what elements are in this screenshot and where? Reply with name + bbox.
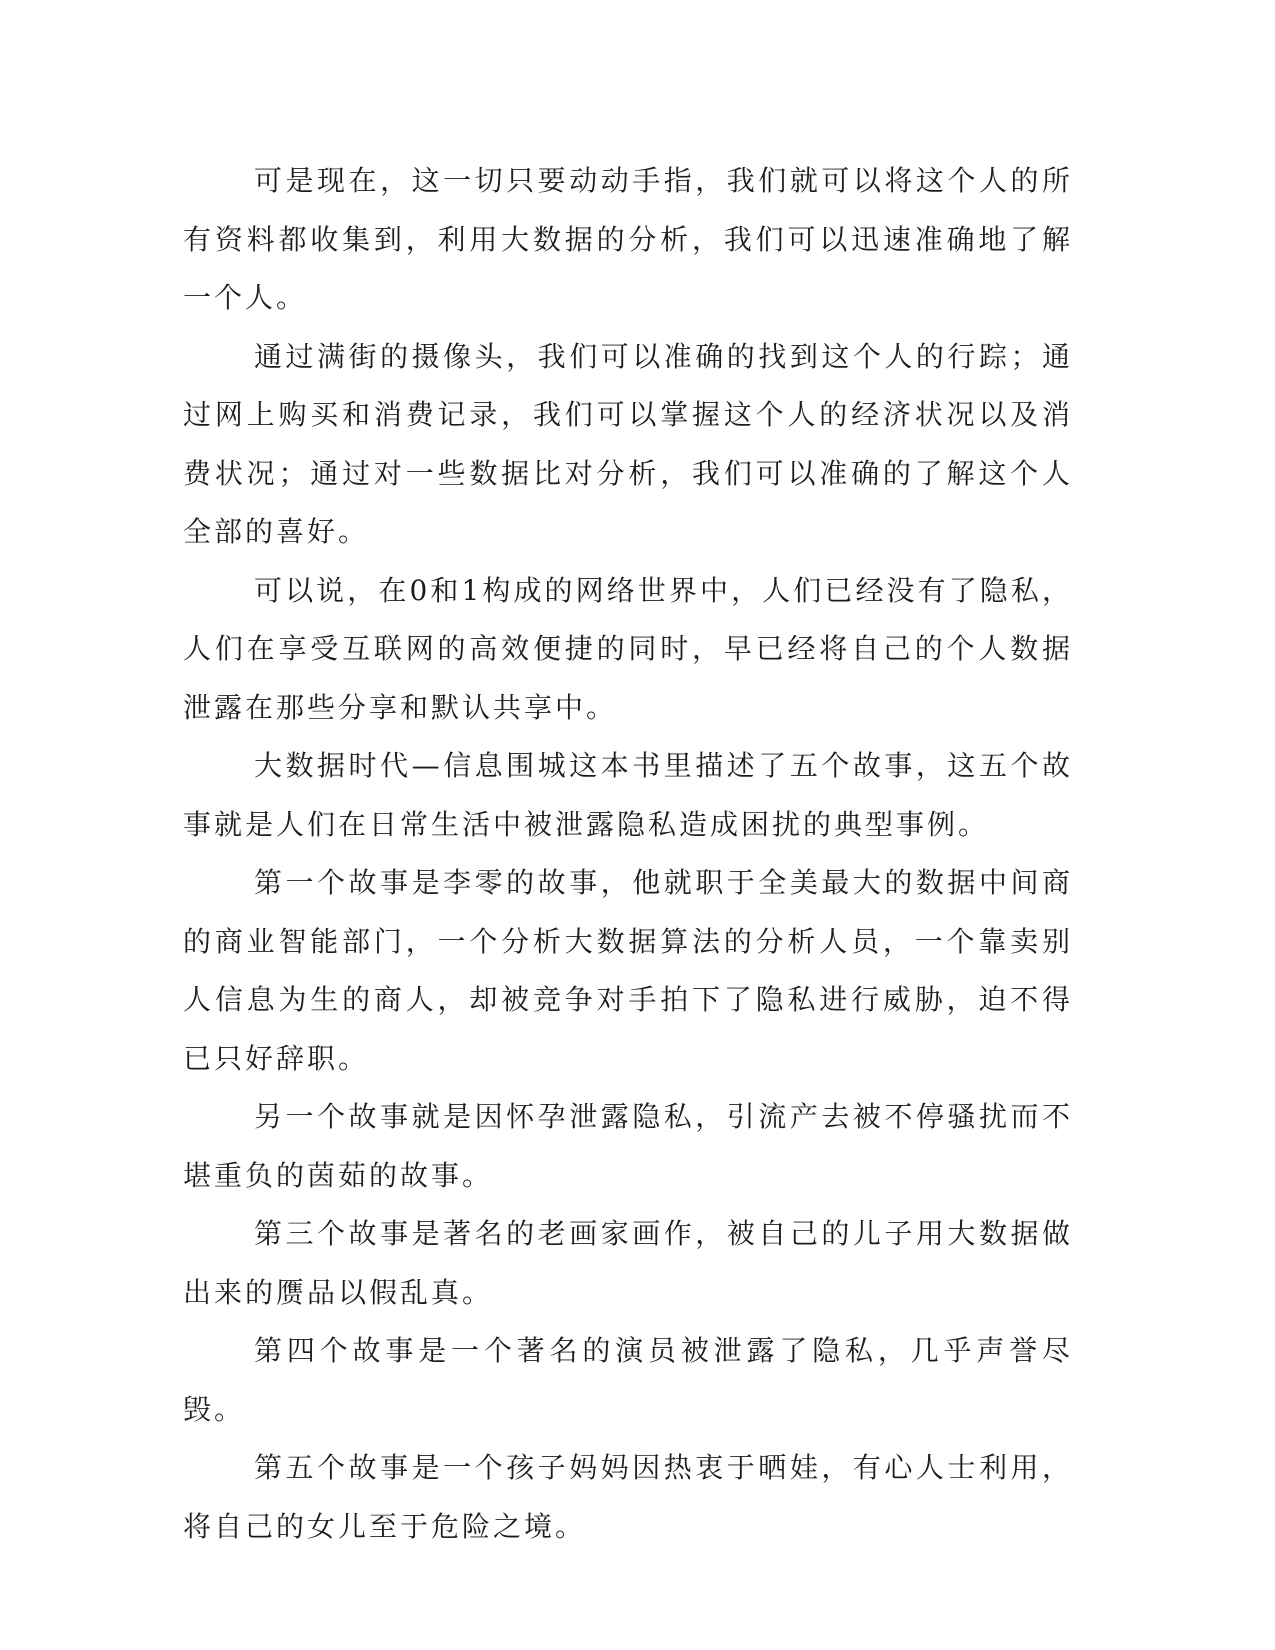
paragraph-6: 另一个故事就是因怀孕泄露隐私，引流产去被不停骚扰而不堪重负的茵茹的故事。 <box>183 1100 1073 1192</box>
paragraph-3: 可以说，在0和1构成的网络世界中，人们已经没有了隐私，人们在享受互联网的高效便捷的同时，早已经将自己的个人数据泄露在那些分享和默认共享中。 <box>183 573 1073 724</box>
paragraph-9: 第五个故事是一个孩子妈妈因热衷于晒娃，有心人士利用，将自己的女儿至于危险之境。 <box>183 1451 1073 1543</box>
paragraph-1: 可是现在，这一切只要动动手指，我们就可以将这个人的所有资料都收集到，利用大数据的分析，我们可以迅速准确地了解一个人。 <box>183 164 1073 314</box>
paragraph-8: 第四个故事是一个著名的演员被泄露了隐私，几乎声誉尽毁。 <box>183 1334 1073 1426</box>
paragraph-7: 第三个故事是著名的老画家画作，被自己的儿子用大数据做出来的赝品以假乱真。 <box>183 1217 1073 1309</box>
document-body <box>183 152 1073 1556</box>
paragraph-5: 第一个故事是李零的故事，他就职于全美最大的数据中间商的商业智能部门，一个分析大数据算法的分析人员，一个靠卖别人信息为生的商人，却被竞争对手拍下了隐私进行威胁，迫不得已只好辞职。 <box>183 866 1073 1075</box>
paragraph-2: 通过满街的摄像头，我们可以准确的找到这个人的行踪；通过网上购买和消费记录，我们可以掌握这个人的经济状况以及消费状况；通过对一些数据比对分析，我们可以准确的了解这个人全部的喜好。 <box>183 339 1073 548</box>
paragraph-4: 大数据时代—信息围城这本书里描述了五个故事，这五个故事就是人们在日常生活中被泄露隐私造成困扰的典型事例。 <box>183 749 1073 841</box>
